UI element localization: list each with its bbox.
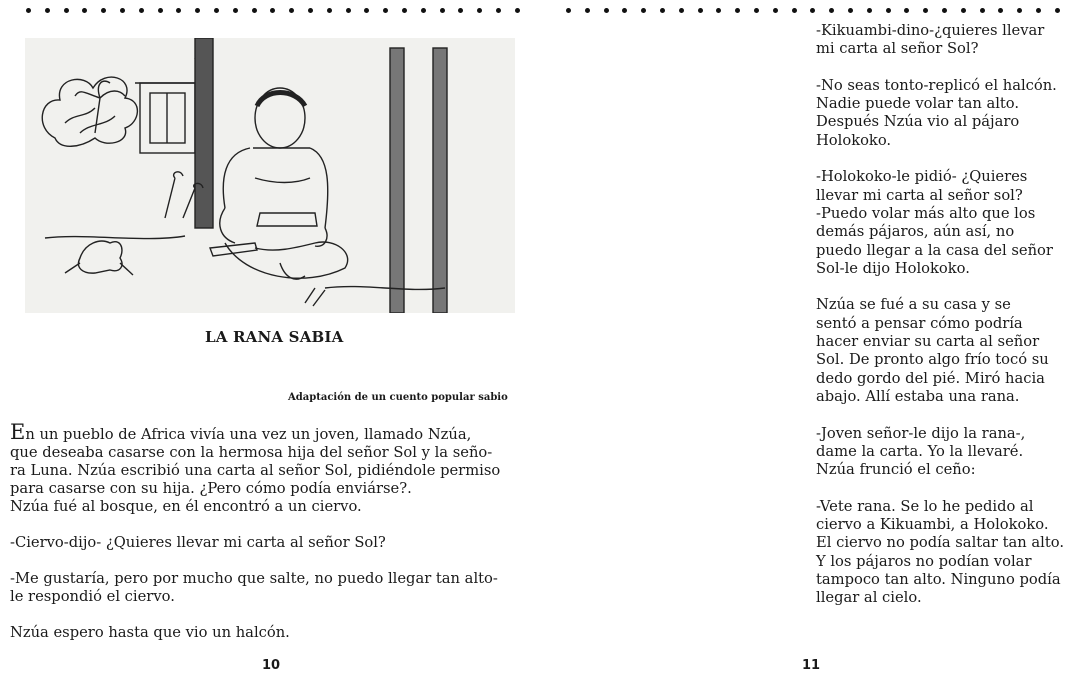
border-dot [195,8,200,13]
border-dot [421,8,426,13]
border-dot [641,8,646,13]
paragraph: -Holokoko-le pidió- ¿Quieres llevar mi carta al señor sol? [816,168,1028,204]
border-dot [566,8,571,13]
border-dot [735,8,740,13]
story-title: LA RANA SABIA [205,328,344,346]
border-dot [679,8,684,13]
border-dot [792,8,797,13]
drop-cap: E [10,420,26,444]
border-dot [773,8,778,13]
paragraph-text: n un pueblo de Africa vivía una vez un joven, llamado Nzúa, que deseaba casarse con la hermosa hija del señor Sol y la seño- ra Luna. Nzúa escribió una carta al señor Sol, pidiéndole permiso para casarse con su hija. ¿Pero cómo podía enviárse?. Nzúa fué al bosque, en él encontró a un ciervo. [10,426,501,515]
border-dot [1036,8,1041,13]
border-dot [604,8,609,13]
border-dot [440,8,445,13]
border-dot [346,8,351,13]
border-dot [886,8,891,13]
border-dot [402,8,407,13]
border-dot [64,8,69,13]
border-dot [942,8,947,13]
border-dot [139,8,144,13]
border-dot [270,8,275,13]
border-dot [961,8,966,13]
border-dot [716,8,721,13]
border-dot [477,8,482,13]
border-dot [364,8,369,13]
border-dot [698,8,703,13]
story-subtitle: Adaptación de un cuento popular sabio [288,392,508,403]
right-body-text [816,22,1078,608]
illustration-drawing [25,38,515,313]
border-dot [383,8,388,13]
page-number: 10 [262,658,281,673]
paragraph: -Joven señor-le dijo la rana-, dame la carta. Yo la llevaré. Nzúa frunció el ceño: [816,424,1026,479]
border-dot [289,8,294,13]
border-dot [754,8,759,13]
border-dot [233,8,238,13]
border-dot [214,8,219,13]
border-dot [496,8,501,13]
border-dot [848,8,853,13]
border-dot [458,8,463,13]
border-dot [120,8,125,13]
border-dot [101,8,106,13]
border-dot [308,8,313,13]
border-dot [980,8,985,13]
border-dot [45,8,50,13]
page-number: 11 [802,658,821,673]
border-dot [1017,8,1022,13]
border-dot [829,8,834,13]
border-dot [998,8,1003,13]
border-dot [515,8,520,13]
border-dot [176,8,181,13]
border-dot [923,8,928,13]
dotted-border [26,8,534,16]
paragraph: -Me gustaría, pero por mucho que salte, no puedo llegar tan alto- le respondió el ciervo. [10,570,498,605]
border-dot [867,8,872,13]
border-dot [1055,8,1060,13]
paragraph: -Kikuambi-dino-¿quieres llevar mi carta al señor Sol? [816,22,1045,58]
border-dot [327,8,332,13]
border-dot [26,8,31,13]
paragraph: -Ciervo-dijo- ¿Quieres llevar mi carta al señor Sol? [10,534,386,551]
paragraph: -Vete rana. Se lo he pedido al ciervo a Kikuambi, a Holokoko. El ciervo no podía saltar tan alto. Y los pájaros no podían volar tampoco tan alto. Ninguno podía llegar al cielo. [816,497,1065,607]
border-dot [622,8,627,13]
paragraph [10,420,520,516]
border-dot [82,8,87,13]
paragraph: -No seas tonto-replicó el halcón. Nadie puede volar tan alto. Después Nzúa vio al pájaro Holokoko. [816,76,1057,149]
border-dot [158,8,163,13]
border-dot [585,8,590,13]
paragraph: Nzúa espero hasta que vio un halcón. [10,624,290,641]
dotted-border [566,8,1074,16]
right-page [540,0,1080,675]
story-illustration [25,38,515,313]
border-dot [904,8,909,13]
left-body-text [10,420,520,642]
paragraph: Nzúa se fué a su casa y se sentó a pensar cómo podría hacer enviar su carta al señor Sol. De pronto algo frío tocó su dedo gordo del pié. Miró hacia abajo. Allí estaba una rana. [816,296,1049,405]
border-dot [252,8,257,13]
paragraph: -Puedo volar más alto que los demás pájaros, aún así, no puedo llegar a la casa del señor Sol-le dijo Holokoko. [816,204,1053,277]
border-dot [810,8,815,13]
border-dot [660,8,665,13]
